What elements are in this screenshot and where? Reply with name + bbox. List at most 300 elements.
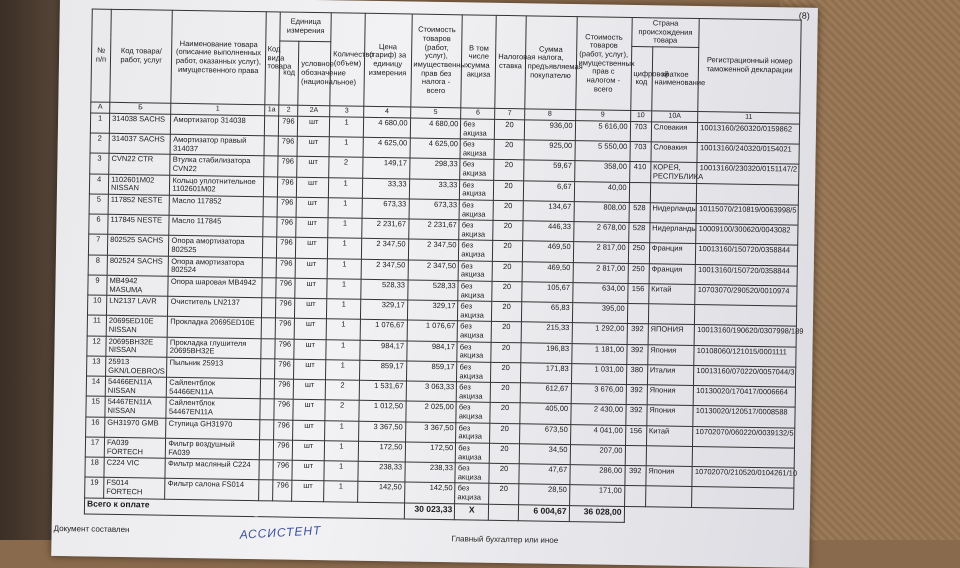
row-total: 634,00: [572, 283, 627, 304]
row-total: 2 430,00: [570, 404, 625, 425]
row-total: 171,00: [569, 485, 624, 506]
row-customs: 10013160/150720/0358844: [696, 244, 798, 266]
row-tax: 405,00: [520, 403, 571, 424]
row-unit-code: 796: [275, 359, 294, 380]
row-unit-code: 796: [275, 318, 294, 339]
row-type-code: [263, 176, 278, 196]
row-country-code: 392: [626, 344, 647, 365]
row-excise: без акциза: [456, 422, 490, 443]
row-price: 2 347,50: [361, 239, 408, 260]
row-code: C224 VIC: [104, 457, 166, 478]
header-cost: Стоимость товаров (работ, услуг), имущественных прав без налога - всего: [410, 14, 462, 108]
row-country-code: 250: [628, 243, 649, 264]
row-name: Опора шаровая MB4942: [168, 276, 261, 298]
row-customs: 10702070/210520/0104261/10: [692, 467, 794, 489]
row-code: MB4942 MASUMA: [107, 275, 169, 296]
row-total: 5 550,00: [575, 141, 630, 162]
row-code: 54466EN11A NISSAN: [105, 376, 167, 397]
row-number: 19: [85, 477, 104, 498]
row-tax-rate: 20: [493, 200, 523, 221]
row-type-code: [259, 440, 274, 460]
row-qty: 1: [327, 299, 361, 320]
row-country-name: Япония: [647, 385, 694, 406]
row-unit-symbol: шт: [297, 157, 329, 178]
row-unit-code: 796: [274, 399, 293, 420]
row-number: 9: [88, 275, 107, 296]
header-unit-code: код: [279, 41, 299, 105]
header-qty: Количество (объем): [330, 13, 365, 106]
total-empty: [624, 506, 794, 525]
row-customs: 10013160/260320/0159862: [698, 122, 800, 144]
row-excise: без акциза: [456, 382, 490, 403]
header-code: Код товара/ работ, услуг: [110, 9, 173, 103]
row-name: Очиститель LN2137: [168, 296, 261, 318]
row-code: 1102601M02 NISSAN: [108, 174, 170, 195]
column-number: 3: [330, 106, 364, 118]
row-tax: 215,33: [521, 322, 572, 343]
column-number: 2: [279, 105, 298, 116]
row-number: 11: [87, 315, 106, 336]
row-country-name: Нидерланды: [650, 203, 697, 224]
row-price: 172,50: [358, 441, 405, 462]
row-country-name: КОРЕЯ, РЕСПУБЛИКА: [650, 162, 697, 183]
row-excise: без акциза: [461, 119, 495, 140]
row-tax: 65,83: [521, 302, 572, 323]
row-unit-symbol: шт: [296, 238, 328, 259]
row-country-name: Нидерланды: [649, 223, 696, 244]
row-total: 2 817,00: [573, 262, 628, 283]
row-unit-code: 796: [273, 480, 292, 501]
row-excise: без акциза: [459, 200, 493, 221]
row-cost: 2 347,50: [408, 260, 459, 281]
row-code: 314037 SACHS: [109, 133, 171, 154]
row-excise: без акциза: [455, 443, 489, 464]
row-country-name: [646, 446, 693, 467]
row-unit-symbol: шт: [295, 278, 327, 299]
row-price: 528,33: [361, 279, 408, 300]
row-price: 149,17: [363, 158, 410, 179]
row-excise: без акциза: [460, 179, 494, 200]
row-excise: без акциза: [458, 260, 492, 281]
row-tax: 936,00: [524, 120, 575, 141]
row-unit-symbol: шт: [297, 136, 329, 157]
row-cost: 2 347,50: [408, 239, 459, 260]
row-customs: 10130020/120517/0008588: [693, 406, 795, 428]
row-excise: без акциза: [460, 139, 494, 160]
row-tax: 171,83: [520, 363, 571, 384]
row-excise: без акциза: [458, 301, 492, 322]
row-country-code: [629, 182, 650, 203]
row-qty: 1: [324, 461, 358, 482]
row-cost: 238,33: [404, 462, 455, 483]
row-price: 142,50: [358, 482, 405, 503]
row-code: GH31970 GMB: [105, 417, 167, 438]
row-cost: 3 063,33: [406, 381, 457, 402]
header-country-code: цифровой код: [630, 46, 652, 110]
row-total: 2 817,00: [573, 242, 628, 263]
row-total: 2 678,00: [573, 222, 628, 243]
row-name: Сайлентблок 54466EN11A: [167, 377, 260, 399]
row-cost: 4 625,00: [409, 138, 460, 159]
row-cost: 984,17: [406, 341, 457, 362]
row-country-name: [645, 486, 692, 507]
row-country-name: Франция: [649, 263, 696, 284]
row-tax: 446,33: [522, 221, 573, 242]
row-customs: 10013160/190620/0307998/189: [694, 325, 796, 347]
row-code: 20695ED10E NISSAN: [106, 316, 168, 337]
row-type-code: [259, 419, 274, 439]
row-tax-rate: 20: [492, 261, 522, 282]
row-qty: 1: [329, 117, 363, 138]
row-price: 859,17: [359, 360, 406, 381]
row-country-name: Италия: [647, 365, 694, 386]
row-unit-symbol: шт: [294, 319, 326, 340]
row-type-code: [262, 257, 277, 277]
row-unit-symbol: шт: [294, 379, 326, 400]
row-unit-code: 796: [278, 177, 297, 198]
row-tax: 469,50: [522, 241, 573, 262]
row-total: 286,00: [569, 465, 624, 486]
row-price: 238,33: [358, 461, 405, 482]
row-total: 1 181,00: [571, 343, 626, 364]
row-qty: 1: [327, 279, 361, 300]
row-type-code: [263, 156, 278, 176]
row-country-code: 392: [625, 405, 646, 426]
row-type-code: [261, 318, 276, 338]
row-customs: [692, 487, 794, 509]
row-cost: 1 076,67: [407, 320, 458, 341]
row-qty: 2: [329, 157, 363, 178]
row-excise: без акциза: [455, 483, 489, 504]
row-country-name: Словакия: [651, 122, 698, 143]
row-unit-symbol: шт: [294, 339, 326, 360]
row-tax: 34,50: [519, 444, 570, 465]
row-total: 207,00: [570, 444, 625, 465]
row-unit-code: 796: [278, 136, 297, 157]
row-number: 1: [90, 113, 109, 134]
row-country-name: Франция: [649, 243, 696, 264]
row-cost: 298,33: [409, 158, 460, 179]
page-number: (8): [798, 10, 810, 21]
row-unit-symbol: шт: [295, 298, 327, 319]
row-cost: 2 025,00: [405, 401, 456, 422]
row-unit-symbol: шт: [293, 400, 325, 421]
row-number: 15: [86, 396, 105, 417]
row-tax-rate: 20: [491, 322, 521, 343]
row-total: 40,00: [574, 181, 629, 202]
row-customs: 10702070/060220/0039132/5: [693, 426, 795, 448]
row-qty: 1: [324, 481, 358, 502]
row-tax-rate: 20: [494, 119, 524, 140]
row-tax-rate: 20: [489, 484, 519, 505]
total-label: Всего к оплате: [84, 498, 404, 519]
header-cost-with-tax: Стоимость товаров (работ, услуг), имущественных прав с налогом - всего: [575, 17, 631, 111]
row-tax: 673,50: [519, 423, 570, 444]
row-type-code: [262, 237, 277, 257]
row-code: 314038 SACHS: [109, 113, 171, 134]
row-total: 4 041,00: [570, 424, 625, 445]
row-name: Масло 117852: [169, 195, 262, 217]
column-number: 1а: [264, 105, 279, 116]
row-unit-code: 796: [277, 197, 296, 218]
row-unit-code: 796: [274, 440, 293, 461]
row-customs: [692, 446, 794, 468]
row-tax-rate: 20: [493, 241, 523, 262]
row-price: 4 625,00: [363, 137, 410, 158]
row-unit-code: 796: [276, 298, 295, 319]
row-total: 1 292,00: [572, 323, 627, 344]
row-tax: 59,67: [523, 160, 574, 181]
row-total: 1 031,00: [571, 363, 626, 384]
column-number: 4: [364, 106, 411, 118]
row-qty: 1: [325, 420, 359, 441]
row-customs: 10108060/121015/0001111: [694, 345, 796, 367]
row-unit-symbol: шт: [295, 258, 327, 279]
row-tax-rate: 20: [490, 382, 520, 403]
row-country-name: Япония: [647, 405, 694, 426]
row-customs: [697, 183, 799, 205]
column-number: Б: [110, 102, 172, 114]
row-cost: 2 231,67: [408, 219, 459, 240]
row-qty: 1: [326, 319, 360, 340]
row-customs: 10009100/300620/0043082: [696, 224, 798, 246]
row-number: 16: [86, 417, 105, 438]
row-cost: 528,33: [407, 280, 458, 301]
header-price: Цена (тариф) за единицу измерения: [364, 13, 412, 107]
row-type-code: [258, 480, 273, 500]
row-country-code: [627, 304, 648, 325]
row-cost: 4 680,00: [410, 118, 461, 139]
row-tax-rate: 20: [490, 423, 520, 444]
row-name: Опора амортизатора 802524: [169, 256, 262, 278]
row-cost: 142,50: [404, 482, 455, 503]
row-code: 20695BH32E NISSAN: [106, 336, 168, 357]
row-unit-code: 796: [277, 217, 296, 238]
row-type-code: [264, 116, 279, 136]
row-code: 802525 SACHS: [107, 235, 169, 256]
row-country-code: 528: [629, 202, 650, 223]
row-price: 4 680,00: [363, 117, 410, 138]
row-qty: 1: [328, 238, 362, 259]
row-price: 1 076,67: [360, 320, 407, 341]
row-code: FS014 FORTECH: [104, 478, 166, 499]
row-unit-symbol: шт: [292, 481, 324, 502]
row-country-code: 156: [625, 425, 646, 446]
row-code: LN2137 LAVR: [107, 295, 169, 316]
row-price: 1 012,50: [359, 401, 406, 422]
row-country-code: 250: [628, 263, 649, 284]
header-customs: Регистрационный номер таможенной декларации: [698, 19, 801, 113]
row-type-code: [261, 298, 276, 318]
invoice-rows: [85, 113, 804, 509]
row-qty: 2: [325, 400, 359, 421]
column-number: 10А: [651, 111, 698, 123]
total-blank: [488, 504, 518, 520]
row-cost: 673,33: [409, 199, 460, 220]
row-unit-symbol: шт: [296, 197, 328, 218]
row-unit-symbol: шт: [294, 359, 326, 380]
row-type-code: [260, 379, 275, 399]
row-name: Кольцо уплотнительное 1102601M02: [170, 175, 263, 197]
footer-left-label: Документ составлен: [53, 523, 130, 535]
row-cost: 172,50: [405, 442, 456, 463]
row-customs: 10703070/290520/0010974: [695, 284, 797, 306]
row-unit-code: 796: [273, 460, 292, 481]
row-number: 7: [88, 234, 107, 255]
row-type-code: [258, 460, 273, 480]
row-name: Опора амортизатора 802525: [169, 236, 262, 258]
header-excise: В том числе сумма акциза: [461, 15, 496, 108]
row-number: 4: [89, 174, 108, 195]
header-type-code: Код вида товара: [264, 12, 280, 105]
row-tax: 134,67: [523, 201, 574, 222]
row-country-code: 703: [630, 121, 651, 142]
row-number: 17: [85, 437, 104, 458]
row-cost: 329,17: [407, 300, 458, 321]
header-unit-group: Единица измерения: [280, 12, 331, 42]
row-total: 808,00: [574, 202, 629, 223]
row-tax-rate: 20: [490, 403, 520, 424]
row-excise: без акциза: [455, 463, 489, 484]
row-qty: 1: [328, 218, 362, 239]
row-total: 5 616,00: [575, 121, 630, 142]
row-excise: без акциза: [457, 341, 491, 362]
row-price: 329,17: [360, 299, 407, 320]
row-code: 54467EN11A NISSAN: [105, 397, 167, 418]
row-qty: 1: [328, 177, 362, 198]
row-tax: 105,67: [522, 282, 573, 303]
header-unit-symbol: условное обозначение (национальное): [298, 41, 331, 105]
row-tax-rate: 20: [493, 180, 523, 201]
row-name: Прокладка 20695ED10E: [168, 317, 261, 339]
row-unit-code: 796: [276, 258, 295, 279]
total-tax: 6 004,67: [518, 504, 569, 521]
column-number: А: [91, 102, 110, 113]
row-price: 984,17: [360, 340, 407, 361]
row-tax-rate: 20: [491, 342, 521, 363]
row-customs: 10115070/210819/0063998/5: [696, 203, 798, 225]
row-unit-code: 796: [274, 420, 293, 441]
footer-right-label: Главный бухгалтер или иное: [451, 534, 559, 545]
header-country-name: краткое наименование: [651, 47, 699, 112]
row-unit-symbol: шт: [293, 420, 325, 441]
row-name: Фильтр салона FS014: [165, 479, 258, 501]
row-tax-rate: 20: [492, 301, 522, 322]
row-tax-rate: 20: [489, 463, 519, 484]
column-number: 1: [171, 103, 264, 116]
row-unit-symbol: шт: [292, 460, 324, 481]
row-tax-rate: 20: [494, 140, 524, 161]
column-number: 5: [410, 107, 461, 119]
column-number: 10: [630, 110, 651, 121]
row-country-name: Китай: [646, 425, 693, 446]
row-number: 8: [88, 255, 107, 276]
row-country-code: 528: [628, 223, 649, 244]
row-qty: 1: [324, 441, 358, 462]
row-qty: 1: [327, 258, 361, 279]
row-qty: 1: [328, 198, 362, 219]
row-code: FA039 FORTECH: [104, 437, 166, 458]
row-customs: 10013160/150720/0358844: [695, 264, 797, 286]
header-name: Наименование товара (описание выполненных работ, оказанных услуг), имущественного права: [171, 10, 266, 104]
row-number: 14: [86, 376, 105, 397]
row-country-name: [648, 304, 695, 325]
row-excise: без акциза: [456, 402, 490, 423]
invoice-sheet: [51, 0, 818, 568]
row-country-code: 392: [627, 324, 648, 345]
row-total: 358,00: [574, 161, 629, 182]
row-type-code: [259, 399, 274, 419]
row-type-code: [264, 136, 279, 156]
row-tax-rate: 20: [492, 281, 522, 302]
row-tax: 28,50: [518, 484, 569, 505]
row-number: 18: [85, 457, 104, 478]
row-country-code: 156: [627, 283, 648, 304]
row-tax: 612,67: [520, 383, 571, 404]
invoice-table: [84, 9, 802, 526]
total-excise: X: [455, 503, 489, 520]
row-type-code: [262, 217, 277, 237]
row-country-name: Япония: [648, 344, 695, 365]
row-number: 10: [87, 295, 106, 316]
row-tax: 925,00: [524, 140, 575, 161]
row-type-code: [260, 359, 275, 379]
header-tax-rate: Налоговая ставка: [495, 15, 526, 108]
row-customs: [695, 305, 797, 327]
row-name: Сайлентблок 54467EN11A: [166, 398, 259, 420]
row-cost: 859,17: [406, 361, 457, 382]
row-name: Амортизатор правый 314037: [170, 134, 263, 156]
row-cost: 3 367,50: [405, 422, 456, 443]
row-unit-code: 796: [277, 237, 296, 258]
row-number: 6: [89, 214, 108, 235]
column-number: 2А: [298, 105, 330, 117]
row-country-code: 410: [629, 162, 650, 183]
header-tax-sum: Сумма налога, предъявляемая покупателю: [525, 16, 577, 110]
row-country-name: ЯПОНИЯ: [648, 324, 695, 345]
row-unit-symbol: шт: [296, 217, 328, 238]
row-type-code: [260, 338, 275, 358]
row-qty: 1: [326, 360, 360, 381]
row-name: Ступица GH31970: [166, 418, 259, 440]
row-tax: 469,50: [522, 261, 573, 282]
row-customs: 10013160/240320/0154021: [697, 143, 799, 165]
row-number: 2: [90, 133, 109, 154]
row-code: 117852 NESTE: [108, 194, 170, 215]
row-code: 117845 NESTE: [108, 214, 170, 235]
row-country-name: [650, 182, 697, 203]
row-country-name: Китай: [648, 284, 695, 305]
row-tax-rate: 20: [493, 221, 523, 242]
column-number: 11: [698, 111, 800, 124]
row-tax-rate: 20: [489, 443, 519, 464]
row-name: Втулка стабилизатора CVN22: [170, 155, 263, 177]
row-unit-symbol: шт: [297, 177, 329, 198]
total-sum: 36 028,00: [569, 505, 624, 522]
column-number: 7: [495, 108, 525, 120]
row-name: Амортизатор 314038: [171, 114, 264, 136]
row-excise: без акциза: [457, 362, 491, 383]
row-unit-code: 796: [276, 278, 295, 299]
row-country-code: 392: [626, 385, 647, 406]
row-qty: 1: [326, 339, 360, 360]
row-number: 5: [89, 194, 108, 215]
row-total: 3 676,00: [571, 384, 626, 405]
row-country-code: 380: [626, 364, 647, 385]
row-qty: 2: [325, 380, 359, 401]
row-number: 12: [87, 336, 106, 357]
total-cost: 30 023,33: [404, 503, 455, 520]
